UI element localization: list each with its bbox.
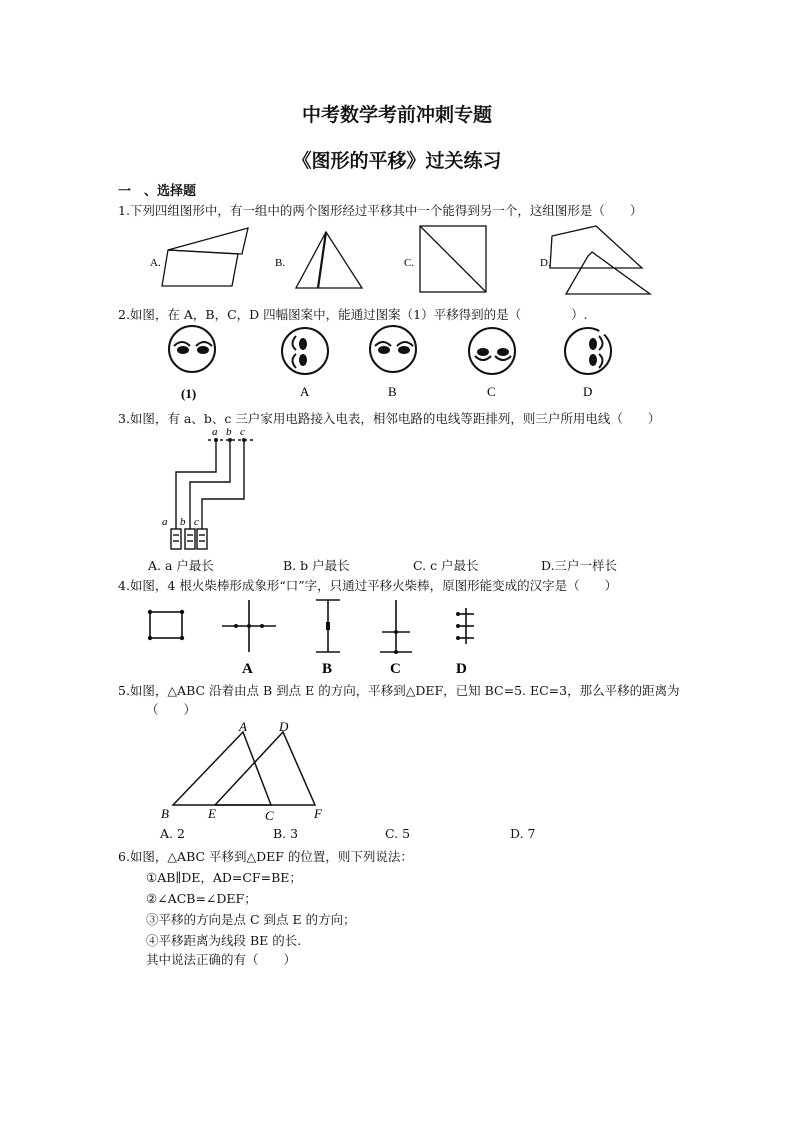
q5-option-c[interactable]: C. 5 — [385, 826, 411, 841]
q6-statement-4: ④平移距离为线段 BE 的长. — [146, 933, 302, 948]
q5-point-b: B — [161, 806, 169, 821]
q4-label-b: B — [322, 661, 333, 677]
q2-label-a: A — [300, 384, 310, 399]
q3-bottom-label-a: a — [162, 516, 168, 528]
question-4-text: 4.如图，4 根火柴棒形成象形“口”字，只通过平移火柴棒，原图形能变成的汉字是（ ） — [118, 578, 618, 593]
question-6-text: 6.如图，△ABC 平移到△DEF 的位置，则下列说法： — [118, 849, 413, 864]
q5-point-f: F — [314, 806, 322, 821]
q3-option-d[interactable]: D.三户一样长 — [541, 558, 618, 573]
q3-bottom-label-b: b — [180, 516, 186, 528]
q2-label-b: B — [388, 384, 397, 399]
question-3-text: 3.如图，有 a、b、c 三户家用电路接入电表，相邻电路的电线等距排列，则三户所用电线（ ） — [118, 411, 661, 426]
q5-point-e: E — [208, 806, 216, 821]
question-4-matchsticks — [140, 596, 490, 678]
q2-label-d: D — [583, 384, 593, 399]
q3-top-label-a: a — [212, 426, 218, 438]
q5-point-a: A — [239, 719, 247, 734]
q4-label-c: C — [390, 661, 401, 677]
section-heading: 一 、选择题 — [118, 184, 197, 199]
q1-label-a: A. — [150, 257, 161, 269]
question-5-text: 5.如图，△ABC 沿着由点 B 到点 E 的方向，平移到△DEF，已知 BC=5. EC=3，那么平移的距离为 — [118, 683, 680, 698]
q3-top-label-c: c — [240, 426, 245, 438]
question-5-triangles — [155, 718, 345, 824]
question-2-text: 2.如图，在 A，B，C，D 四幅图案中，能通过图案（1）平移得到的是（ ）. — [118, 307, 588, 322]
q1-label-d: D. — [540, 257, 551, 269]
q5-option-a[interactable]: A. 2 — [160, 826, 185, 841]
q4-label-d: D — [456, 661, 467, 677]
q2-label-1: (1) — [181, 386, 197, 401]
question-1-figures — [140, 222, 660, 300]
q2-label-c: C — [487, 384, 496, 399]
q3-option-c[interactable]: C. c 户最长 — [413, 558, 479, 573]
q6-statement-3: ③平移的方向是点 C 到点 E 的方向； — [146, 912, 356, 927]
q5-point-d: D — [279, 719, 289, 734]
q5-point-c: C — [265, 808, 274, 823]
q4-label-a: A — [242, 661, 253, 677]
q3-option-a[interactable]: A. a 户最长 — [148, 558, 214, 573]
q6-statement-1: ①AB∥DE，AD=CF=BE； — [146, 870, 302, 885]
q3-option-b[interactable]: B. b 户最长 — [283, 558, 350, 573]
q1-label-c: C. — [404, 257, 415, 269]
question-2-faces — [155, 326, 625, 400]
q1-label-b: B. — [275, 257, 286, 269]
question-3-circuit — [150, 425, 260, 553]
question-5-text-cont: （ ） — [146, 702, 197, 717]
q6-statement-2: ②∠ACB=∠DEF； — [146, 891, 257, 906]
page-title: 中考数学考前冲刺专题 — [301, 104, 492, 126]
page-subtitle: 《图形的平移》过关练习 — [292, 150, 502, 172]
q5-option-b[interactable]: B. 3 — [273, 826, 299, 841]
question-1-text: 1.下列四组图形中，有一组中的两个图形经过平移其中一个能得到另一个，这组图形是（ ） — [118, 203, 643, 218]
q6-question: 其中说法正确的有（ ） — [146, 952, 297, 967]
q3-bottom-label-c: c — [194, 516, 199, 528]
q5-option-d[interactable]: D. 7 — [510, 826, 536, 841]
q3-top-label-b: b — [226, 426, 232, 438]
